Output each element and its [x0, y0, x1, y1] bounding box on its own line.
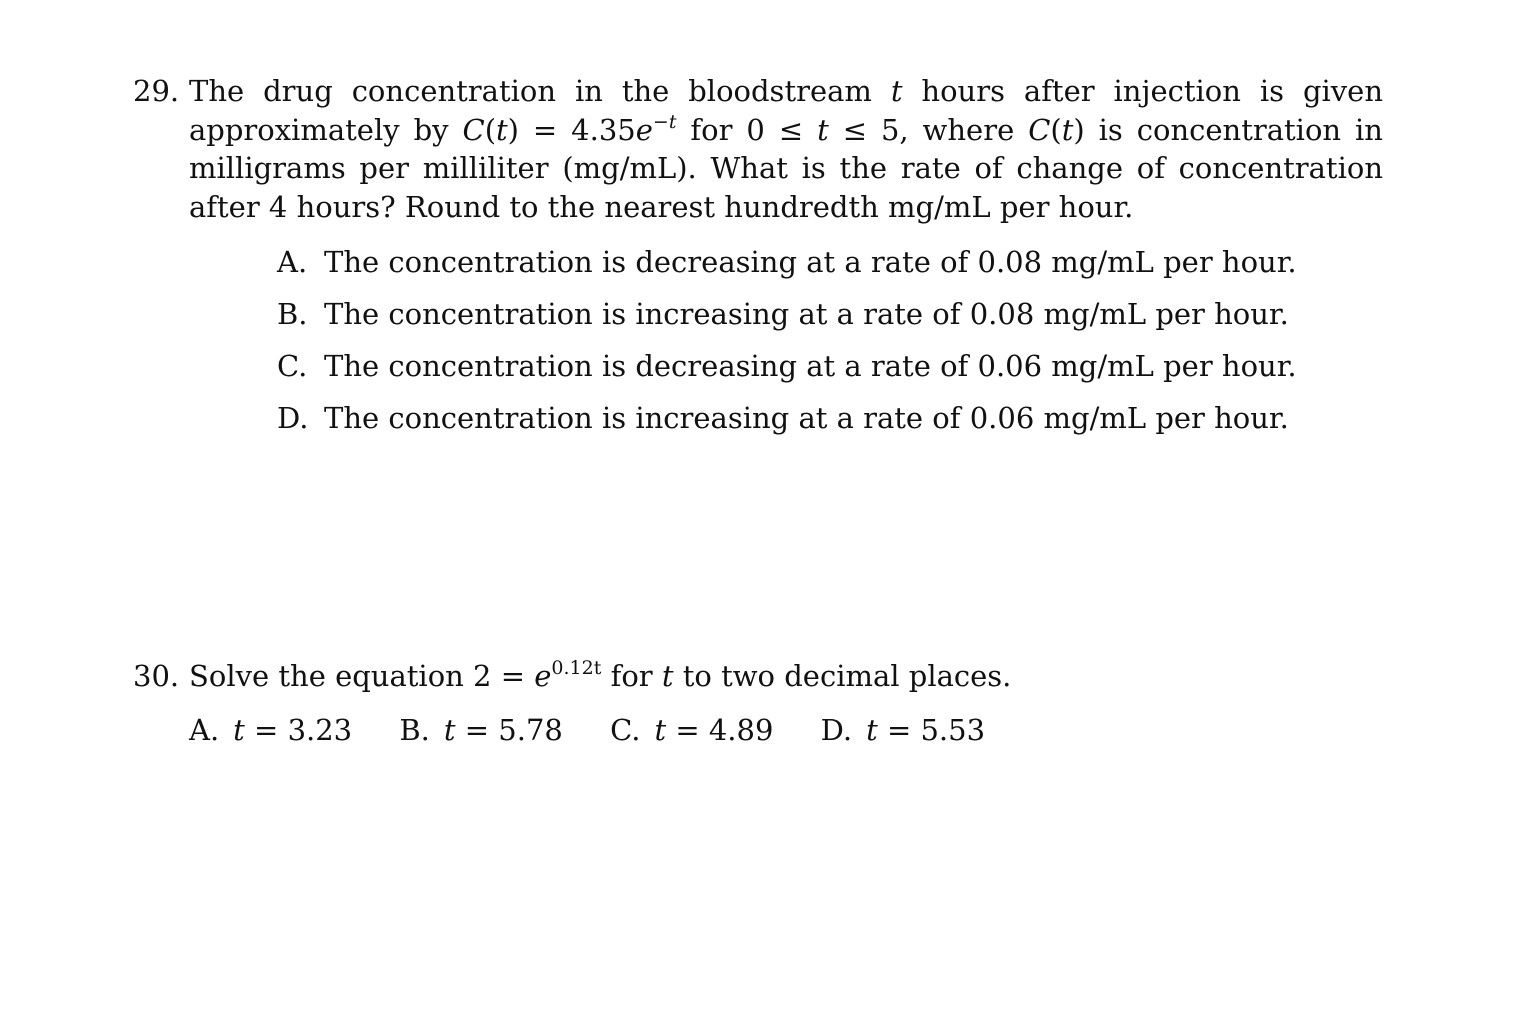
variable-t: t	[1061, 112, 1074, 147]
variable-t: t	[233, 712, 245, 747]
variable-t: t	[496, 112, 508, 147]
stem-text-part: for 0 ≤	[676, 112, 818, 147]
variable-t: t	[654, 712, 667, 747]
choice-letter: B.	[277, 297, 308, 331]
variable-t: t	[443, 712, 456, 747]
function-c: C	[1028, 112, 1051, 147]
choice-c[interactable]	[277, 340, 1383, 392]
exponent: 0.12t	[551, 657, 602, 679]
problem-30	[133, 657, 1383, 750]
variable-t: t	[661, 659, 674, 693]
stem-text-part: for	[601, 659, 662, 693]
choice-d[interactable]	[277, 392, 1383, 444]
variable-t: t	[817, 112, 829, 147]
choice-text: The concentration is decreasing at a rate of 0.08 mg/mL per hour.	[324, 245, 1297, 279]
choice-value: = 5.53	[877, 712, 986, 747]
stem-text-part: ) is concentration in milligrams per milliliter (mg/mL). What is the rate of change of concentration after 4 hours? Round to the nearest hundredth mg/mL per hour.	[189, 112, 1383, 224]
choice-value: = 5.78	[455, 712, 563, 747]
choice-letter: B.	[399, 712, 430, 747]
exponent: −t	[652, 110, 677, 133]
choice-letter: D.	[277, 401, 309, 435]
choice-b[interactable]	[399, 710, 563, 750]
choice-letter: A.	[277, 245, 308, 279]
stem-text-part: The drug concentration in the bloodstream	[189, 74, 891, 108]
choice-value: = 3.23	[244, 712, 353, 747]
choice-d[interactable]	[821, 710, 985, 750]
stem-text-part: (	[484, 112, 497, 147]
choice-b[interactable]	[277, 288, 1383, 340]
euler-e: e	[635, 112, 653, 147]
function-c: C	[462, 112, 485, 147]
choice-a[interactable]	[277, 236, 1383, 288]
choice-a[interactable]	[189, 710, 352, 750]
choice-letter: C.	[277, 349, 308, 383]
choice-value: = 4.89	[666, 712, 774, 747]
stem-text-part: hours after injection is given approximately by	[189, 74, 1384, 147]
answer-choices	[189, 710, 1383, 750]
choice-text: The concentration is increasing at a rate of 0.06 mg/mL per hour.	[324, 401, 1289, 435]
problem-number: 29.	[133, 74, 180, 108]
variable-t: t	[866, 712, 878, 747]
choice-text: The concentration is increasing at a rate of 0.08 mg/mL per hour.	[324, 297, 1289, 331]
problem-number: 30.	[133, 659, 180, 693]
answer-choices	[277, 236, 1383, 444]
choice-letter: A.	[189, 712, 220, 747]
problem-29	[133, 72, 1383, 444]
choice-text: The concentration is decreasing at a rate of 0.06 mg/mL per hour.	[324, 349, 1297, 383]
problem-29-stem	[133, 72, 1383, 226]
euler-e: e	[534, 659, 552, 693]
stem-text-part: to two decimal places.	[673, 659, 1012, 693]
stem-text-part: (	[1050, 112, 1062, 147]
stem-text-part: Solve the equation 2 =	[189, 659, 535, 693]
question-text	[189, 657, 1383, 696]
stem-text-part: ) = 4.35	[507, 112, 636, 147]
choice-letter: D.	[820, 712, 853, 747]
choice-c[interactable]	[610, 710, 773, 750]
question-text	[189, 72, 1383, 226]
stem-text-part: ≤ 5, where	[828, 112, 1029, 147]
choice-letter: C.	[610, 712, 641, 747]
variable-t: t	[890, 74, 903, 108]
problem-30-stem	[133, 657, 1383, 696]
